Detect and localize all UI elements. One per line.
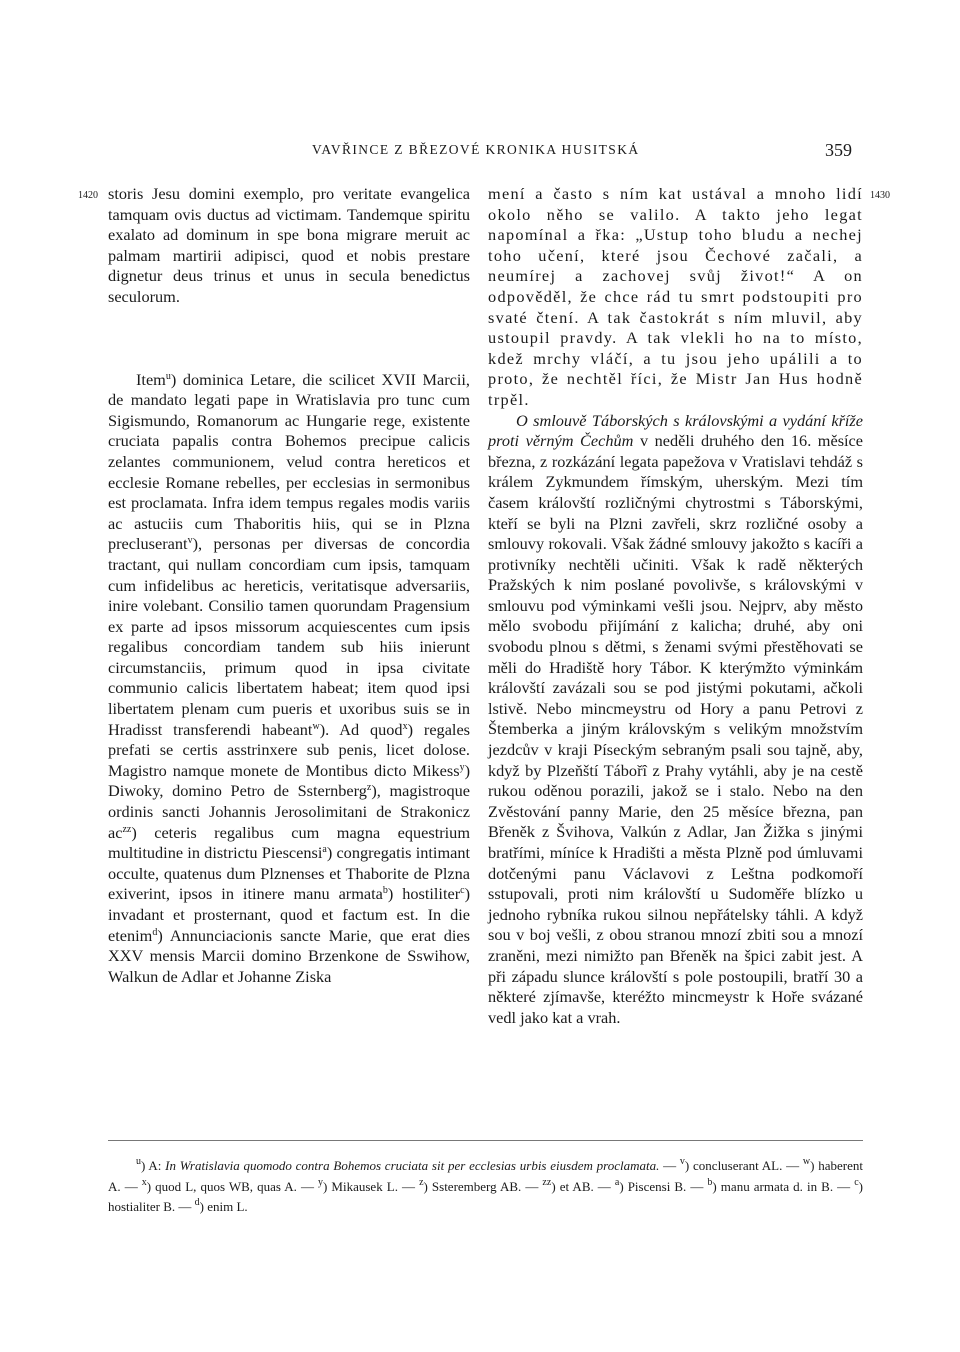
footnote-marker: zz [122, 823, 132, 835]
czech-paragraph-1: mení a často s ním kat ustával a mnoho lidí okolo něho se valilo. A takto jeho legat napomínal a řka: „Ustup toho bludu a nechej toho učení, které jsou Čechové začali, a neumírej a zachovej svůj život!“ A on odpověděl, že chce rád tu smrt podstoupiti pro svaté čtení. A tak častokrát s ním mluvil, aby ustoupil pravdy. A tak vlekli ho na to místo, kdež mrchy vláčí, a tu jsou jeho upálili a to proto, že nechtěl říci, že Mistr Jan Hus hodně trpěl. [488, 184, 863, 409]
section-heading: O smlouvě Táborských s královskými a vydání kříže proti věrným Čechům [488, 410, 863, 451]
footnote-marker: b [382, 885, 388, 897]
footnote-marker: a [322, 844, 327, 856]
footnote-marker: v [187, 535, 193, 547]
latin-paragraph-1: storis Jesu domini exemplo, pro veritate evangelica tamquam ovis ductus ad victimam. Tandemque spiritu exalato ad dominum in spe bona migrare meruit ac palmam martirii adipisci, quod et nobis prestare dignetur deus trinus et unus in secula benedictus seculorum. [108, 184, 470, 306]
czech-text-column [488, 184, 863, 1028]
running-title: VAVŘINCE Z BŘEZOVÉ KRONIKA HUSITSKÁ [312, 142, 640, 157]
footnote-marker: u [165, 370, 171, 382]
footnote-marker: x [402, 720, 408, 732]
footnotes: $^u$) A: In Wratislavia quomodo contra Bohemos cruciata sit per ecclesias urbis eiusdem proclamata. — $^v$) concluserant AL. — $^w$) haberent A. — $^x$) quod L, quos WB, quas A. — $^y$) Mikausek L. — $^z$) Ssteremberg AB. — $^{zz}$) et AB. — $^a$) Piscensi B. — $^b$) manu armata d. in B. — $^c$) hostialiter B. — $^d$) enim L. [108, 1156, 863, 1214]
running-header [0, 142, 960, 166]
latin-paragraph-2: Item$^u$) dominica Letare, die scilicet XVII Marcii, de mandato legati pape in Wratislavia pro tunc cum Sigismundo, Romanorum ac Hungarie rege, existente cruciata papalis contra Bohemos precipue calicis zelantes communionem, velud contra hereticos et ecclesie Romane rebelles, per ecclesias in sermonibus est proclamata. Infra idem tempus regales modis variis ac astuciis cum Thaboritis hiis, qui se in Plzna precluserant$^v$), personas per diversas de concordia tractant, qui nullam concordiam cum ipsis, tamquam cum infidelibus ac hereticis, veritatisque adversariis, inire volebant. Consilio tamen quorundam Pragensium ex parte ad ipsos missorum acquiescentes cum ipsis regalibus concordiam tandem sub hiis inierunt circumstanciis, primum quod in ipsa civitate communio calicis libertatem habeat; item quod ipsi libertatem plenam cum pueris et uxoribus suis se in Hradisst transferendi habeant$^w$). Ad quod$^x$) regales prefati se certis asstrinxere sub penis, licet dolose. Magistro namque monete de Montibus dicto Mikess$^y$) Diwoky, domino Petro de Ssternberg$^z$), magistroque ordinis sancti Johannis Jerosolimitani de Strakonicz $ac^{zz}$) ceteris regalibus cum magna equestrium multitudine in districtu Piescensi$^a$) congregatis intimant occulte, quatenus dum Plznenses et Thaborite de Plzna exiverint, ipsos in itinere manu armata$^b$) hostiliter$^c$) invadant et prosternant, quod et factum est. In die etenim$^d$) Annunciacionis sancte Marie, que erat dies XXV mensis Marcii domino Brzenkone de Sswihow, Walkun de Adlar et Johanne Ziska [108, 369, 471, 986]
latin-text-column [108, 184, 470, 987]
margin-year-right: 1430 [870, 190, 890, 201]
footnote-marker: z [366, 782, 372, 794]
page-number: 359 [825, 140, 852, 160]
czech-paragraph-2: O smlouvě Táborských s královskými a vydání kříže proti věrným Čechům v neděli druhého den 16. měsíce března, z rozkázání legata papežova v Vratislavi tehdáž s králem Zykmundem římským, uherským. Mezi tím časem královští rozličnými chytrostmi s Táborskými, kteří se byli na Plzni zavřeli, skrz rozličné osoby a smlouvy rokovali. Však žádné smlouvy jakožto s kacíři a protivníky nechtěli učiniti. Však k radě některých Pražských k nim poslané povolivše, s královskými v smlouvu pod výminkami vešli jsou. Nejprv, aby město mělo svobodu přijímání z kalicha; druhé, aby oni svobodu plnou s dětmi, s ženami svými přestěhovati se měli do Hradiště hory Tábor. K kterýmžto výminkám královští zavázali sou se pod jistými pokutami, ačkoli lstivě. Nebo mincmeystru od Hory a panu Petrovi z Štemberka a jiným královským s velikým množstvím jezdcův v kraji Píseckým sebraným psali sou tajně, aby, když by Plzeňští Tábořî z Prahy vytáhli, aby je na cestě rukou oděnou porazili, jakož se i stalo. Nebo na den Zvěstování panny Marie, den 25 měsíce března, pan Břeněk z Švihova, Valkún z Adlar, Jan Žižka s jinými bratřími, míníce k Hradišti a města Plzně pod úmluvami dotčenými panu Václavovi z Leštna podkomoří sstupovali, proti nim královští u Sudoměře blízko u jednoho rybníka rukou silnou nepřátelsky táhli. A když sou v boj vešli, z obou stranou mnozí zbiti sou a mnozí zraněni, mezi nimižto pan Břeněk na špici zabit jest. A při západu slunce královští s pole postoupili, bratří 30 a některé zjímavše, kteréžto mincmeystr k Hoře svázané vedl jako kat a vrah. [488, 410, 864, 1027]
margin-year-left: 1420 [78, 190, 98, 201]
footnote-marker: c [460, 885, 465, 897]
footnote-marker: d [152, 926, 158, 938]
footnote-marker: y [459, 761, 465, 773]
footnote-marker: w [312, 720, 320, 732]
footnote-divider [108, 1140, 863, 1141]
